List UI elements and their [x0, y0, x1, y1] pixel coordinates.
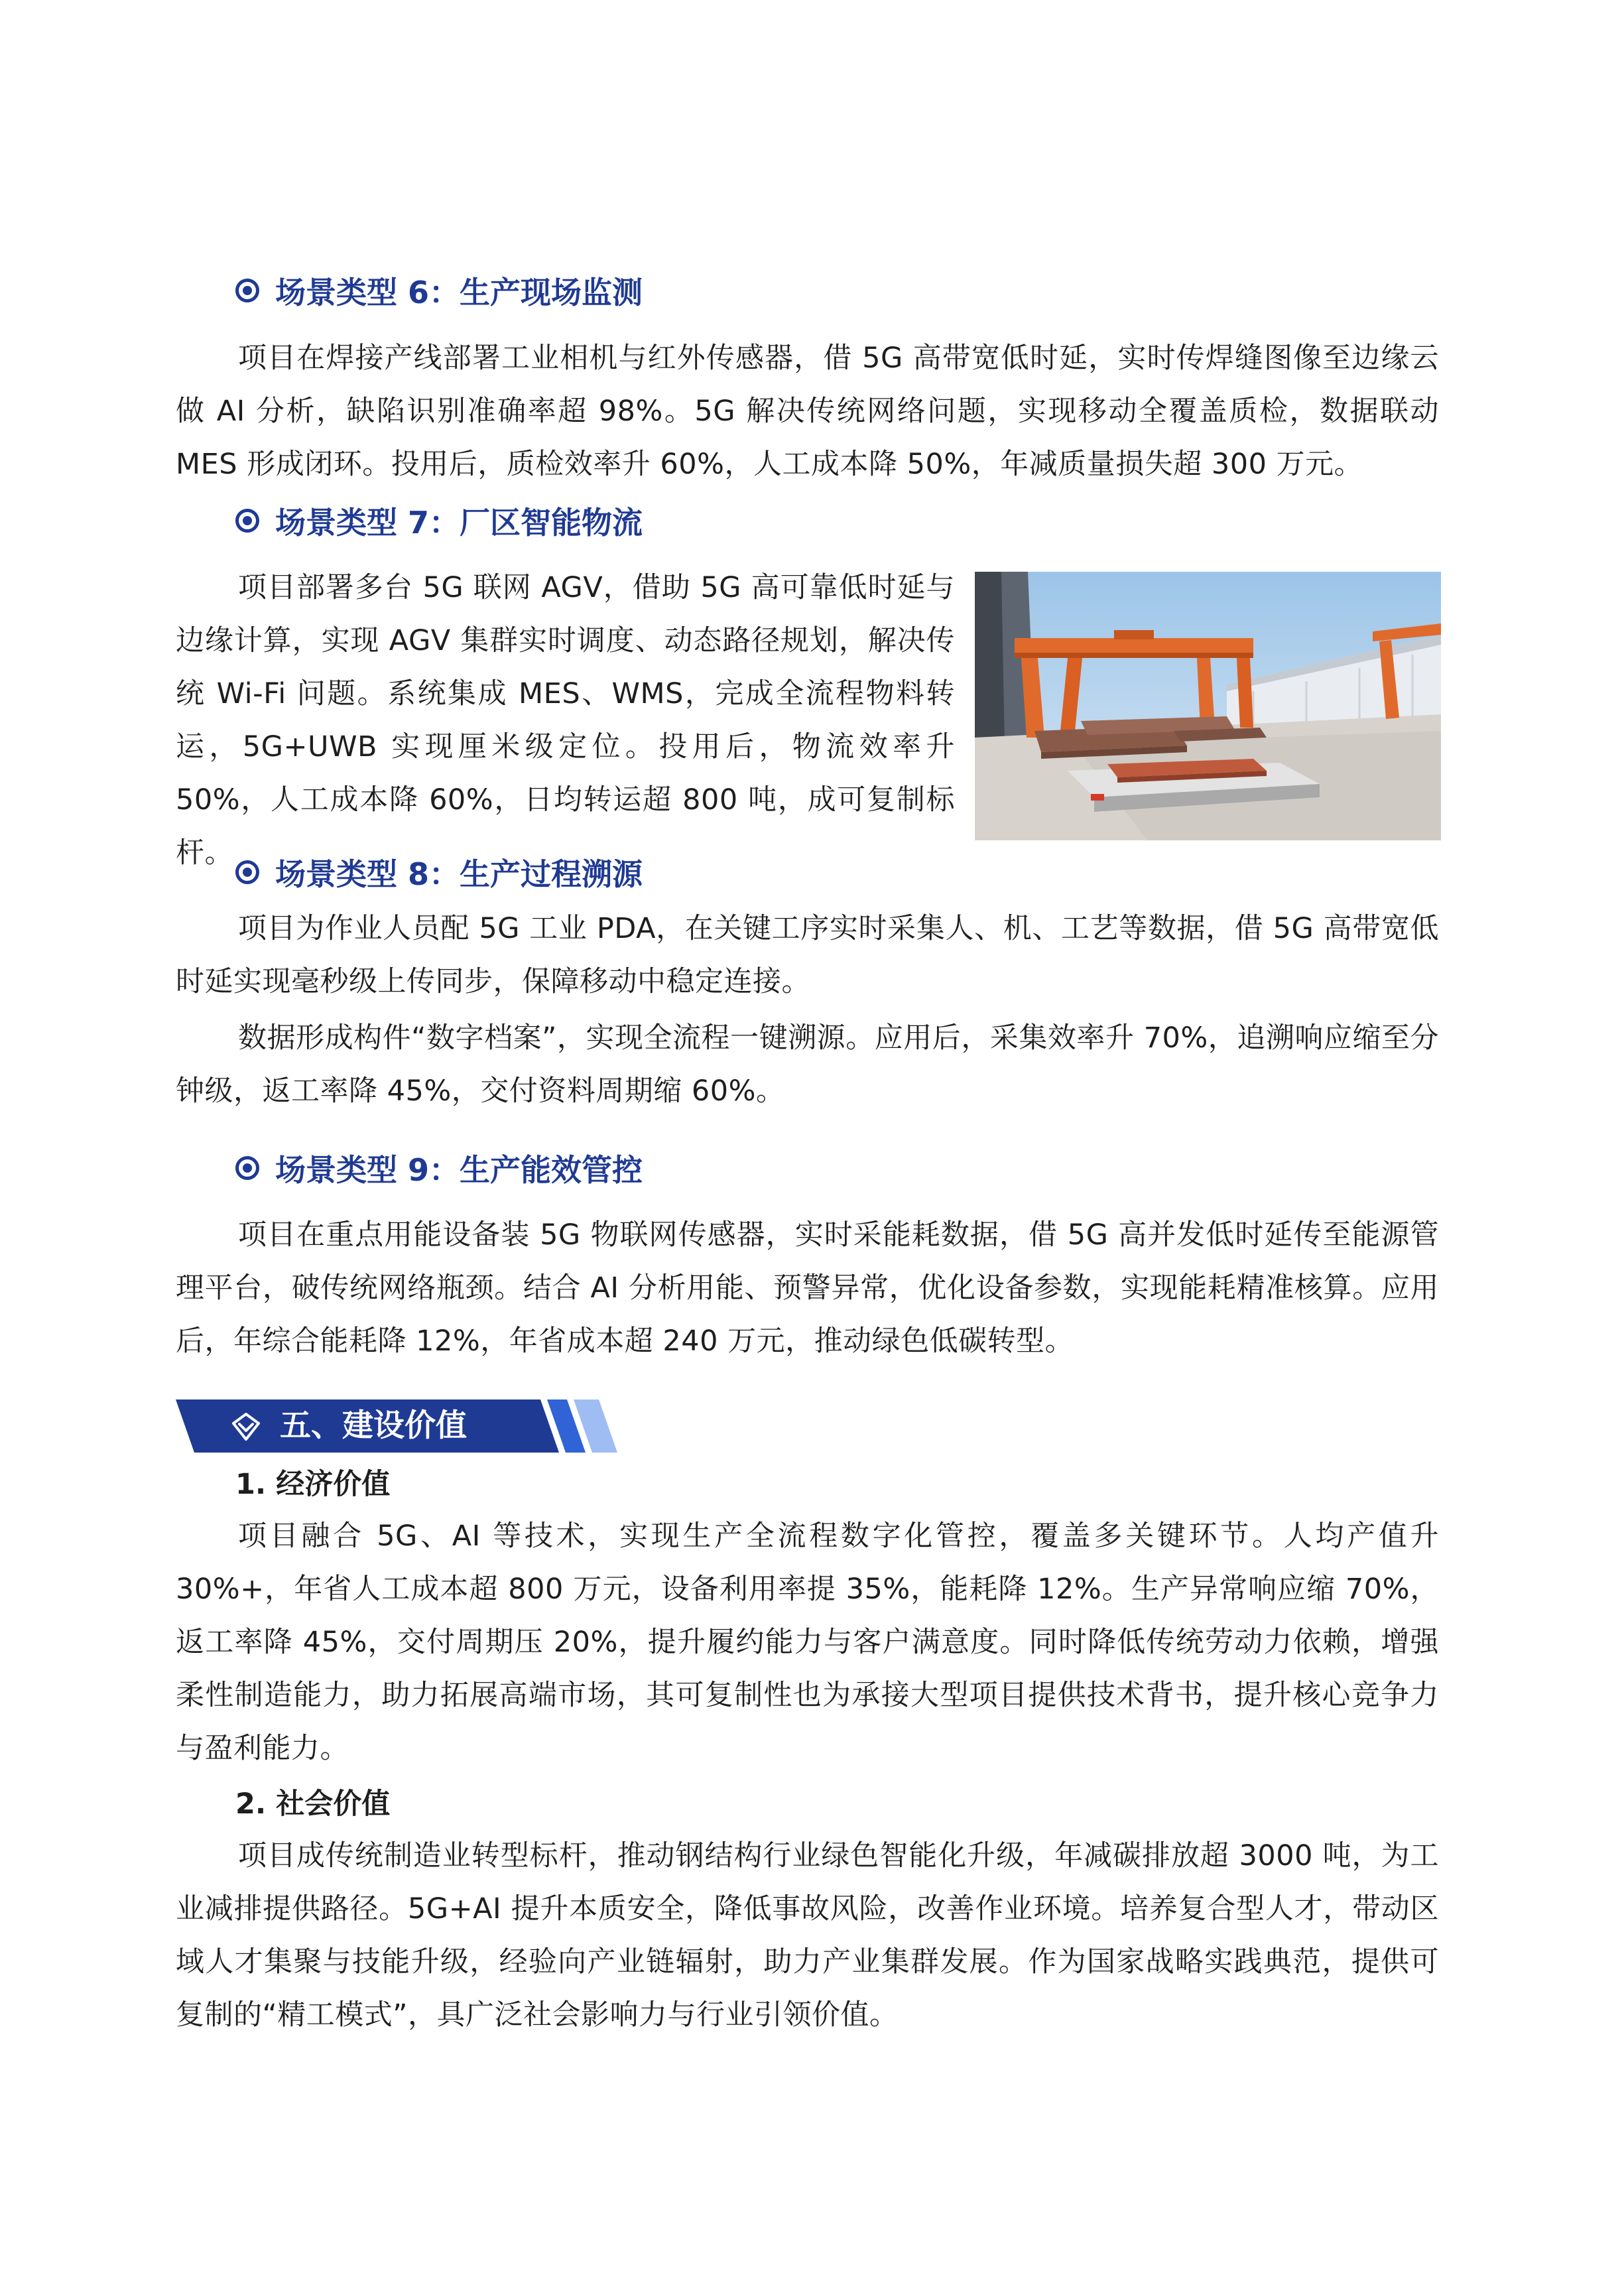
target-bullet-icon: [235, 860, 259, 884]
economic-value-paragraph: 项目融合 5G、AI 等技术，实现生产全流程数字化管控，覆盖多关键环节。人均产值升 30%+，年省人工成本超 800 万元，设备利用率提 35%，能耗降 12%。生产异常响应缩 70%，返工率降 45%，交付周期压 20%，提升履约能力与客户满意度。同时降低传统劳动力依赖，增强柔性制造能力，助力拓展高端市场，其可复制性也为承接大型项目提供技术背书，提升核心竞争力与盈利能力。: [176, 1520, 1439, 1765]
target-bullet-icon: [235, 1156, 259, 1180]
target-bullet-icon: [235, 509, 259, 533]
scene-6-title: 场景类型 6：生产现场监测: [275, 275, 643, 310]
scene-6-heading: [235, 267, 643, 314]
scene-8-paragraph-2: 数据形成构件“数字档案”，实现全流程一键溯源。应用后，采集效率升 70%，追溯响应缩至分钟级，返工率降 45%，交付资料周期缩 60%。: [176, 1021, 1439, 1108]
social-value-heading: 2. 社会价值: [235, 1788, 391, 1821]
target-bullet-icon: [235, 279, 259, 302]
section-5-title: 五、建设价值: [280, 1407, 467, 1444]
scene-8-heading: [235, 849, 643, 895]
scene-7-heading: [235, 497, 643, 544]
scene-7-title: 场景类型 7：厂区智能物流: [275, 505, 643, 541]
scene-7-paragraph: 项目部署多台 5G 联网 AGV，借助 5G 高可靠低时延与边缘计算，实现 AGV 集群实时调度、动态路径规划，解决传统 Wi-Fi 问题。系统集成 MES、WMS，完成全流程物料转运，5G+UWB 实现厘米级定位。投用后，物流效率升 50%，人工成本降 60%，日均转运超 800 吨，成可复制标杆。: [176, 571, 955, 870]
scene-8-title: 场景类型 8：生产过程溯源: [275, 856, 643, 892]
diamond-icon: [231, 1411, 261, 1442]
agv-warehouse-image: [975, 572, 1441, 840]
scene-9-heading: [235, 1145, 643, 1191]
agv-factory-photo: [975, 572, 1441, 840]
scene-9-title: 场景类型 9：生产能效管控: [275, 1152, 643, 1188]
social-value-paragraph: 项目成传统制造业转型标杆，推动钢结构行业绿色智能化升级，年减碳排放超 3000 吨，为工业减排提供路径。5G+AI 提升本质安全，降低事故风险，改善作业环境。培养复合型人才，带动区域人才集聚与技能升级，经验向产业链辐射，助力产业集群发展。作为国家战略实践典范，提供可复制的“精工模式”，具广泛社会影响力与行业引领价值。: [176, 1839, 1439, 2032]
scene-9-paragraph: 项目在重点用能设备装 5G 物联网传感器，实时采能耗数据，借 5G 高并发低时延传至能源管理平台，破传统网络瓶颈。结合 AI 分析用能、预警异常，优化设备参数，实现能耗精准核算。应用后，年综合能耗降 12%，年省成本超 240 万元，推动绿色低碳转型。: [176, 1218, 1439, 1358]
economic-value-heading: 1. 经济价值: [235, 1468, 391, 1501]
scene-6-paragraph: 项目在焊接产线部署工业相机与红外传感器，借 5G 高带宽低时延，实时传焊缝图像至边缘云做 AI 分析，缺陷识别准确率超 98%。5G 解决传统网络问题，实现移动全覆盖质检，数据联动 MES 形成闭环。投用后，质检效率升 60%，人工成本降 50%，年减质量损失超 300 万元。: [176, 342, 1439, 481]
scene-8-paragraph-1: 项目为作业人员配 5G 工业 PDA，在关键工序实时采集人、机、工艺等数据，借 5G 高带宽低时延实现毫秒级上传同步，保障移动中稳定连接。: [176, 912, 1439, 998]
